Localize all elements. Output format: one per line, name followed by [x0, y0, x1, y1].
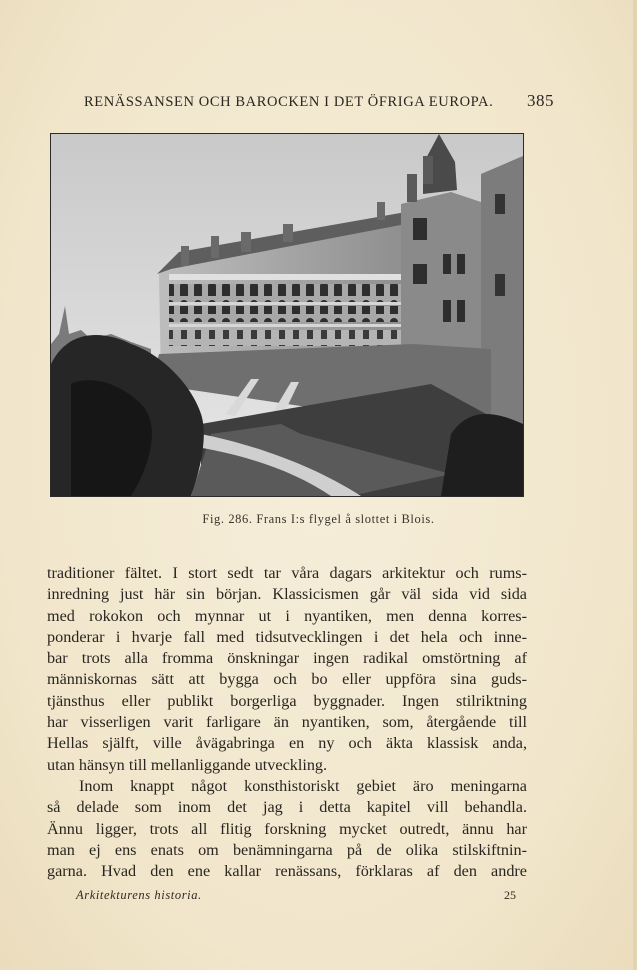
text-line: med rokokon och mynnar ut i nyantiken, men denna korres- — [47, 606, 527, 625]
text-line: tjänsthus eller publikt borgerliga byggnader. Ingen stilriktning — [47, 691, 527, 710]
book-title: Arkitekturens historia. — [76, 888, 202, 902]
page-footer — [76, 882, 516, 903]
text-line: Ännu ligger, trots all flitig forskning mycket outredt, ännu har — [47, 819, 527, 838]
photograph-chateau-blois-icon — [51, 134, 523, 496]
page-edge — [633, 0, 637, 970]
figure-caption: Fig. 286. Frans I:s flygel å slottet i Blois. — [202, 512, 435, 526]
page-number: 385 — [527, 91, 554, 110]
figure-photograph — [50, 133, 524, 497]
text-line: inredning just här sin början. Klassicismen går väl sida vid sida — [47, 585, 527, 604]
text-line: bar trots alla fromma önskningar ingen radikal omstörtning af — [47, 649, 527, 668]
body-text — [47, 563, 527, 882]
text-line: garna. Hvad den ene kallar renässans, förklaras af den andre — [47, 862, 527, 881]
running-title: RENÄSSANSEN OCH BAROCKEN I DET ÖFRIGA EUROPA. — [84, 94, 494, 110]
text-line: traditioner fältet. I stort sedt tar våra dagars arkitektur och rums- — [47, 564, 527, 582]
running-header — [84, 91, 554, 111]
text-line: Inom knappt något konsthistoriskt gebiet äro meningarna — [79, 776, 527, 795]
signature-mark: 25 — [504, 888, 516, 902]
text-line: man ej ens enats om benämningarna på de olika stilskiftnin- — [47, 840, 527, 859]
text-line: har visserligen varit farligare än nyantiken, som, återgående till — [47, 713, 527, 732]
text-line: ponderar i hvarje fall med tidsutvecklingen i det hela och inne- — [47, 627, 527, 646]
text-line: utan hänsyn till mellanliggande utveckling. — [47, 755, 328, 774]
text-line: Hellas själft, ville åvägabringa en ny och äkta klassisk anda, — [47, 734, 527, 753]
text-line: människornas sätt att bygga och bo eller uppföra sina guds- — [47, 670, 527, 689]
text-line: så delade som inom det jag i detta kapitel vill behandla. — [47, 798, 527, 817]
